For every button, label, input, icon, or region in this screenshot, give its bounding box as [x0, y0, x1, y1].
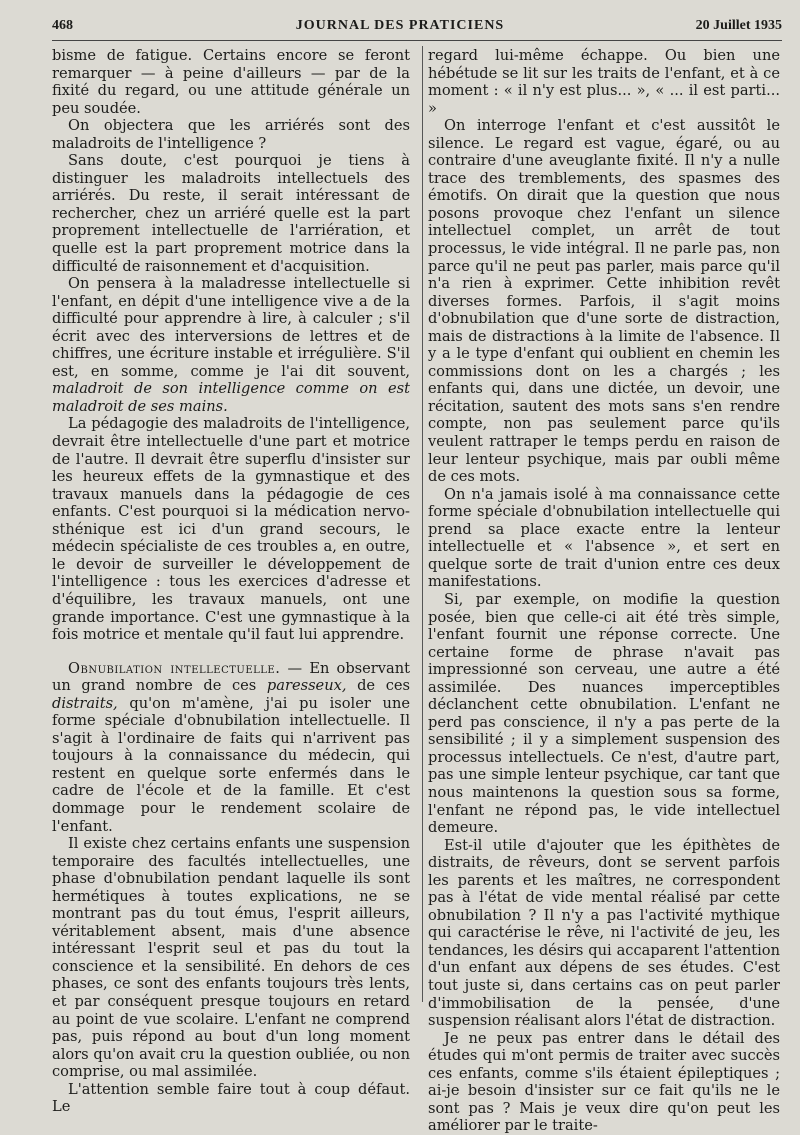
paragraph: bisme de fatigue. Certains encore se feront remarquer — à peine d'ailleurs — par de la fixité du regard, ou une attitude générale un peu soudée.	[52, 47, 410, 117]
issue-date: 20 Juillet 1935	[695, 18, 782, 33]
column-divider	[422, 46, 423, 1002]
page-header	[0, 14, 800, 40]
section-paragraph	[52, 660, 410, 835]
right-column	[428, 47, 780, 1135]
paragraph: L'attention semble faire tout à coup défaut. Le	[52, 1080, 410, 1116]
paragraph-text: de ces	[346, 677, 410, 695]
page-number: 468	[52, 18, 73, 33]
left-column	[52, 47, 410, 1116]
paragraph: On objectera que les arriérés sont des maladroits de l'intelligence ?	[52, 117, 410, 152]
paragraph: La pédagogie des maladroits de l'intelligence, devrait être intellectuelle d'une part et motrice de l'autre. Il devrait être superflu d'insister sur les heureux effets de la gymnastique et des travaux manuels dans la pédagogie de ces enfants. C'est pourquoi si la médication nervo-sthénique est ici d'un grand secours, le médecin spécialiste de ces troubles a, en outre, le devoir de surveiller le développement de l'intelligence : tous les exercices d'adresse et d'équilibre, les travaux manuels, ont une grande importance. C'est une gymnastique à la fois motrice et mentale qu'il faut lui apprendre.	[52, 415, 410, 644]
italic-word: distraits,	[52, 694, 118, 712]
paragraph: Sans doute, c'est pourquoi je tiens à distinguer les maladroits intellectuels des arriérés. Du reste, il serait intéressant de rechercher, chez un arriéré quelle est la part proprement intellectuelle de l'arriération, et quelle est la part proprement motrice dans la difficulté de raisonnement et d'acquisition.	[52, 152, 410, 275]
italic-phrase: maladroit de son intelligence comme on est maladroit de ses mains.	[52, 380, 410, 415]
section-heading: Obnubilation intellectuelle.	[68, 659, 281, 677]
paragraph: On n'a jamais isolé à ma connaissance cette forme spéciale d'obnubilation intellectuelle qui prend sa place exacte entre la lenteur intellectuelle et « l'absence », et sert en quelque sorte de trait d'union entre ces deux manifestations.	[428, 485, 780, 591]
paragraph: Si, par exemple, on modifie la question posée, bien que celle-ci ait été très simple, l'enfant fournit une réponse correcte. Une certaine forme de phrase n'avait pas impressionné son cerveau, une autre a été assimilée. Des nuances imperceptibles déclanchent cette obnubilation. L'enfant ne perd pas conscience, il n'y a pas perte de la sensibilité ; il y a simplement suspension des processus intellectuels. Ce n'est, d'autre part, pas une simple lenteur psychique, car tant que nous maintenons la question sous sa forme, l'enfant ne répond pas, le vide intellectuel demeure.	[428, 590, 780, 837]
paragraph: Je ne peux pas entrer dans le détail des études qui m'ont permis de traiter avec succès ces enfants, comme s'ils étaient épileptiques ; ai-je besoin d'insister sur ce fait qu'ils ne le sont pas ? Mais je veux dire qu'on peut les améliorer par le traite-	[428, 1029, 780, 1135]
paragraph: Est-il utile d'ajouter que les épithètes de distraits, de rêveurs, dont se servent parfois les parents et les maîtres, ne correspondent pas à l'état de vide mental réalisé par cette obnubilation ? Il n'y a pas l'activité mythique qui caractérise le rêve, ni l'activité de jeu, les tendances, les désirs qui accaparent l'attention d'un enfant aux dépens de ses études. C'est tout juste si, dans certains cas on peut parler d'immobilisation de la pensée, d'une suspension réalisant alors l'état de distraction.	[428, 836, 780, 1030]
paragraph: On interroge l'enfant et c'est aussitôt le silence. Le regard est vague, égaré, ou au contraire d'une aveuglante fixité. Il n'y a nulle trace des tremblements, des spasmes des émotifs. On dirait que la question que nous posons provoque chez l'enfant un silence intellectuel complet, un arrêt de tout processus, le vide intégral. Il ne parle pas, non parce qu'il ne peut pas parler, mais parce qu'il n'a rien à exprimer. Cette inhibition revêt diverses formes. Parfois, il s'agit moins d'obnubilation que d'une sorte de distraction, mais de distractions à la limite de l'absence. Il y a le type d'enfant qui oublient en chemin les commissions dont on les a chargés ; les enfants qui, dans une dictée, un devoir, une récitation, sautent des mots sans s'en rendre compte, non pas seulement parce qu'ils veulent rattraper le temps perdu en raison de leur lenteur psychique, mais par oubli même de ces mots.	[428, 117, 780, 486]
italic-word: paresseux,	[266, 677, 347, 695]
paragraph-text: On pensera à la maladresse intellectuelle si l'enfant, en dépit d'une intelligence vive a de la difficulté pour apprendre à lire, à calculer ; s'il écrit avec des interversions de lettres et de chiffres, une écriture instable et irrégulière. S'il est, en somme, comme je l'ai dit souvent,	[52, 275, 410, 380]
paragraph-text: qu'on m'amène, j'ai pu isoler une forme spéciale d'obnubilation intellectuelle. Il s'agit à l'ordinaire de faits qui n'arrivent pas toujours à la connaissance du médecin, qui restent en quelque sorte enfermés dans le cadre de l'école et de la famille. Et c'est dommage pour le rendement scolaire de l'enfant.	[52, 694, 410, 835]
paragraph: regard lui-même échappe. Ou bien une hébétude se lit sur les traits de l'enfant, et à ce moment : « il n'y est plus... », « ... il est parti... »	[428, 47, 780, 117]
paragraph	[52, 275, 410, 415]
journal-title: JOURNAL DES PRATICIENS	[295, 18, 505, 33]
paragraph: Il existe chez certains enfants une suspension temporaire des facultés intellectuelles, une phase d'obnubilation pendant laquelle ils sont hermétiques à toutes explications, ne se montrant pas du tout émus, l'esprit ailleurs, véritablement absent, mais d'une absence intéressant l'esprit seul et pas du tout la conscience et la sensibilité. En dehors de ces phases, ce sont des enfants toujours très lents, et par conséquent presque toujours en retard au point de vue scolaire. L'enfant ne comprend pas, puis répond au bout d'un long moment alors qu'on avait cru la question oubliée, ou non comprise, ou mal assimilée.	[52, 835, 410, 1081]
paragraph-text: — En observant un grand nombre de ces	[52, 659, 410, 695]
header-rule	[52, 40, 782, 41]
